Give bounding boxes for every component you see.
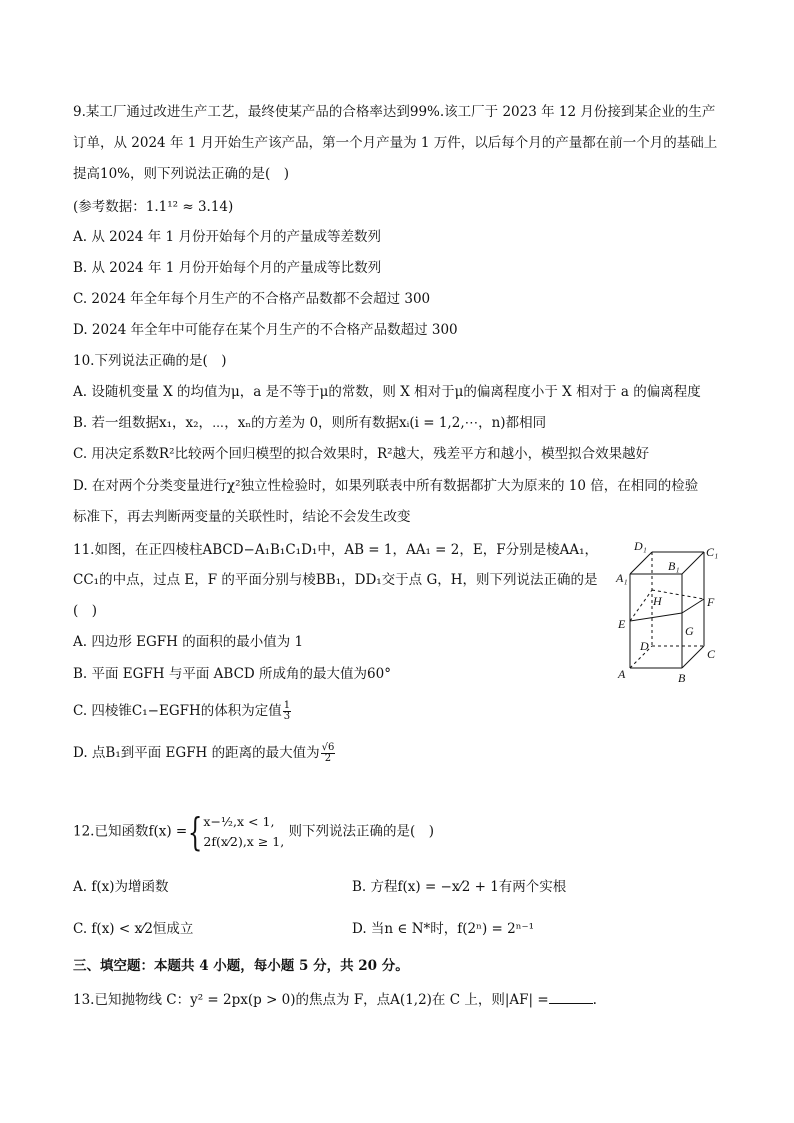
- q11-option-a: A. 四边形 EGFH 的面积的最小值为 1: [73, 634, 304, 650]
- q12-option-b: B. 方程f(x) = −x⁄2 + 1有两个实根: [352, 879, 567, 895]
- q13-stem: [73, 989, 597, 1009]
- q9-stem-line3: 提高10%，则下列说法正确的是( ): [73, 166, 290, 182]
- q11-option-c-text: C. 四棱锥C₁−EGFH的体积为定值: [73, 703, 282, 719]
- q11-option-d-text: D. 点B₁到平面 EGFH 的距离的最大值为: [73, 745, 320, 761]
- fraction-numerator: √6: [321, 742, 335, 753]
- piecewise-case-1: x−½,x < 1,: [203, 814, 275, 829]
- q9-option-c: C. 2024 年全年每个月生产的不合格产品数都不会超过 300: [73, 291, 431, 307]
- label-b: B: [678, 671, 686, 685]
- label-g: G: [685, 624, 694, 638]
- answer-blank[interactable]: [549, 989, 593, 1004]
- q11-option-d-fraction: [321, 743, 336, 764]
- section-heading: 三、填空题：本题共 4 小题，每小题 5 分，共 20 分。: [73, 958, 409, 974]
- label-b1: B₁: [668, 559, 680, 573]
- q9-option-d: D. 2024 年全年中可能存在某个月生产的不合格产品数超过 300: [73, 322, 458, 338]
- q12-prefix: 12.已知函数f(x) =: [73, 823, 188, 840]
- q10-option-a: A. 设随机变量 X 的均值为μ，a 是不等于μ的常数，则 X 相对于μ的偏离程度小于 X 相对于 a 的偏离程度: [73, 384, 701, 400]
- q9-option-a: A. 从 2024 年 1 月份开始每个月的产量成等差数列: [73, 229, 381, 245]
- piecewise-case-2: 2f(x⁄2),x ≥ 1,: [203, 834, 285, 849]
- q10-option-d-line1: D. 在对两个分类变量进行χ²独立性检验时，如果列联表中所有数据都扩大为原来的 10 倍，在相同的检验: [73, 478, 699, 494]
- label-a: A: [618, 667, 626, 681]
- prism-figure: [608, 536, 758, 688]
- q11-option-d: [73, 743, 336, 764]
- q10-stem: 10.下列说法正确的是( ): [73, 353, 227, 369]
- q11-stem-line2: CC₁的中点，过点 E，F 的平面分别与棱BB₁，DD₁交于点 G，H，则下列说法正确的是: [73, 572, 598, 588]
- q11-option-b: B. 平面 EGFH 与平面 ABCD 所成角的最大值为60°: [73, 666, 391, 682]
- label-d: D: [640, 639, 649, 653]
- q12-option-d: D. 当n ∈ N*时，f(2ⁿ) = 2ⁿ⁻¹: [352, 921, 535, 937]
- q11-option-c-fraction: [283, 701, 291, 722]
- q11-stem-line1: 11.如图，在正四棱柱ABCD−A₁B₁C₁D₁中，AB = 1，AA₁ = 2，E，F分别是棱AA₁，: [73, 542, 599, 558]
- q9-option-b: B. 从 2024 年 1 月份开始每个月的产量成等比数列: [73, 260, 382, 276]
- q10-option-b: B. 若一组数据x₁，x₂，⋯，xₙ的方差为 0，则所有数据xᵢ(i = 1,2,⋯，n)都相同: [73, 415, 547, 431]
- label-c1: C₁: [706, 545, 719, 559]
- fraction-denominator: 2: [324, 753, 332, 764]
- q12-option-a: A. f(x)为增函数: [73, 879, 169, 895]
- label-d1: D₁: [634, 539, 647, 553]
- q9-reference-data: (参考数据：1.1¹² ≈ 3.14): [73, 199, 234, 215]
- label-f: F: [707, 595, 715, 609]
- q12-option-c: C. f(x) < x⁄2恒成立: [73, 921, 194, 937]
- q11-stem-line3: ( ): [73, 603, 98, 619]
- fraction-denominator: 3: [283, 711, 291, 722]
- label-e: E: [618, 617, 626, 631]
- q12-stem: [73, 812, 434, 852]
- piecewise-cases: [203, 812, 284, 852]
- q10-option-d-line2: 标准下，再去判断两变量的关联性时，结论不会发生改变: [73, 509, 411, 525]
- q12-suffix: 则下列说法正确的是( ): [288, 823, 435, 840]
- q13-end: .: [592, 992, 597, 1008]
- label-a1: A₁: [616, 571, 628, 585]
- q11-option-c: [73, 701, 292, 722]
- label-h: H: [653, 594, 662, 608]
- label-c: C: [707, 647, 716, 661]
- q9-stem-line2: 订单，从 2024 年 1 月开始生产该产品，第一个月产量为 1 万件，以后每个月的产量都在前一个月的基础上: [73, 135, 718, 151]
- piecewise-brace: {: [188, 810, 203, 854]
- fraction-numerator: 1: [283, 700, 291, 711]
- q10-option-c: C. 用决定系数R²比较两个回归模型的拟合效果时，R²越大，残差平方和越小，模型拟合效果越好: [73, 446, 650, 462]
- q9-stem-line1: 9.某工厂通过改进生产工艺，最终使某产品的合格率达到99%.该工厂于 2023 年 12 月份接到某企业的生产: [73, 104, 716, 120]
- q13-text: 13.已知抛物线 C：y² = 2px(p > 0)的焦点为 F，点A(1,2)在 C 上，则|AF| =: [73, 992, 549, 1008]
